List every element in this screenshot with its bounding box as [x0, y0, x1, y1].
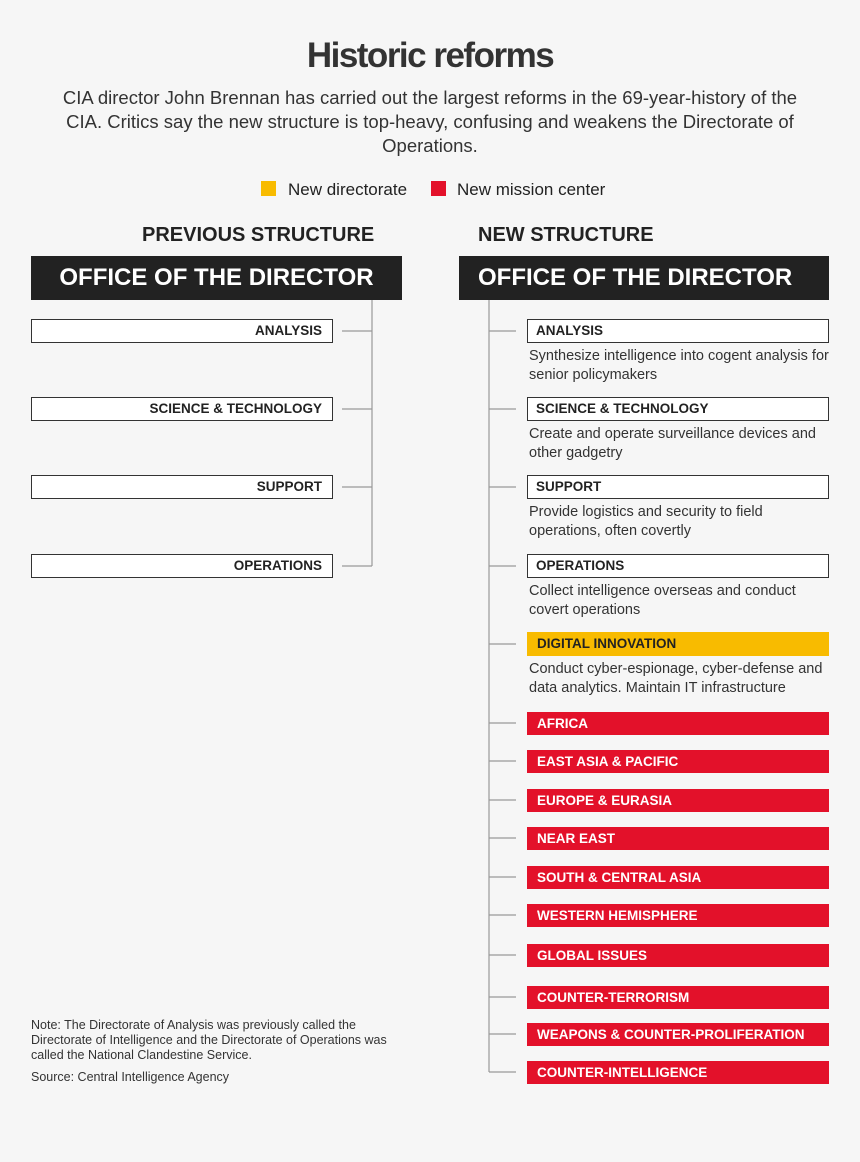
footnote: Note: The Directorate of Analysis was previously called the Directorate of Intelligence and the Directorate of Operations was called the National Clandestine Service. — [31, 1018, 387, 1062]
source-credit: Source: Central Intelligence Agency — [31, 1070, 230, 1084]
legend-mission-swatch — [431, 181, 446, 196]
legend-directorate-swatch — [261, 181, 276, 196]
new-directorate-support: SUPPORT — [527, 475, 829, 499]
new-directorate-science-technology: SCIENCE & TECHNOLOGY — [527, 397, 829, 421]
new-directorate-digital-innovation: DIGITAL INNOVATION — [527, 632, 829, 656]
new-director-box: OFFICE OF THE DIRECTOR — [459, 256, 829, 300]
new-directorate-operations-desc: Collect intelligence overseas and conduct covert operations — [529, 583, 796, 618]
mission-center-counter-terrorism: COUNTER-TERRORISM — [527, 986, 829, 1009]
new-structure-heading: NEW STRUCTURE — [478, 224, 654, 246]
previous-structure-heading: PREVIOUS STRUCTURE — [142, 224, 375, 246]
mission-center-counter-intelligence: COUNTER-INTELLIGENCE — [527, 1061, 829, 1084]
previous-unit-analysis: ANALYSIS — [31, 319, 333, 343]
page-title: Historic reforms — [306, 36, 554, 75]
subtitle: CIA director John Brennan has carried out the largest reforms in the 69-year-history of the CIA. Critics say the new structure is top-heavy, confusing and weakens the Directorate of Operations. — [62, 87, 798, 156]
new-directorate-analysis: ANALYSIS — [527, 319, 829, 343]
previous-unit-operations: OPERATIONS — [31, 554, 333, 578]
mission-center-western-hemisphere: WESTERN HEMISPHERE — [527, 904, 829, 927]
new-directorate-support-desc: Provide logistics and security to field operations, often covertly — [529, 504, 763, 539]
mission-center-weapons-counter-proliferation: WEAPONS & COUNTER-PROLIFERATION — [527, 1023, 829, 1046]
mission-center-east-asia-pacific: EAST ASIA & PACIFIC — [527, 750, 829, 773]
new-directorate-science-technology-desc: Create and operate surveillance devices and other gadgetry — [529, 426, 816, 461]
new-directorate-digital-innovation-desc: Conduct cyber-espionage, cyber-defense and data analytics. Maintain IT infrastructure — [529, 661, 823, 696]
legend-mission-label: New mission center — [457, 180, 606, 199]
legend-directorate-label: New directorate — [288, 180, 408, 199]
mission-center-africa: AFRICA — [527, 712, 829, 735]
previous-director-box: OFFICE OF THE DIRECTOR — [31, 256, 402, 300]
new-directorate-operations: OPERATIONS — [527, 554, 829, 578]
mission-center-near-east: NEAR EAST — [527, 827, 829, 850]
previous-unit-support: SUPPORT — [31, 475, 333, 499]
mission-center-global-issues: GLOBAL ISSUES — [527, 944, 829, 967]
new-directorate-analysis-desc: Synthesize intelligence into cogent analysis for senior policymakers — [529, 348, 829, 383]
mission-center-europe-eurasia: EUROPE & EURASIA — [527, 789, 829, 812]
mission-center-south-central-asia: SOUTH & CENTRAL ASIA — [527, 866, 829, 889]
previous-unit-science-technology: SCIENCE & TECHNOLOGY — [31, 397, 333, 421]
